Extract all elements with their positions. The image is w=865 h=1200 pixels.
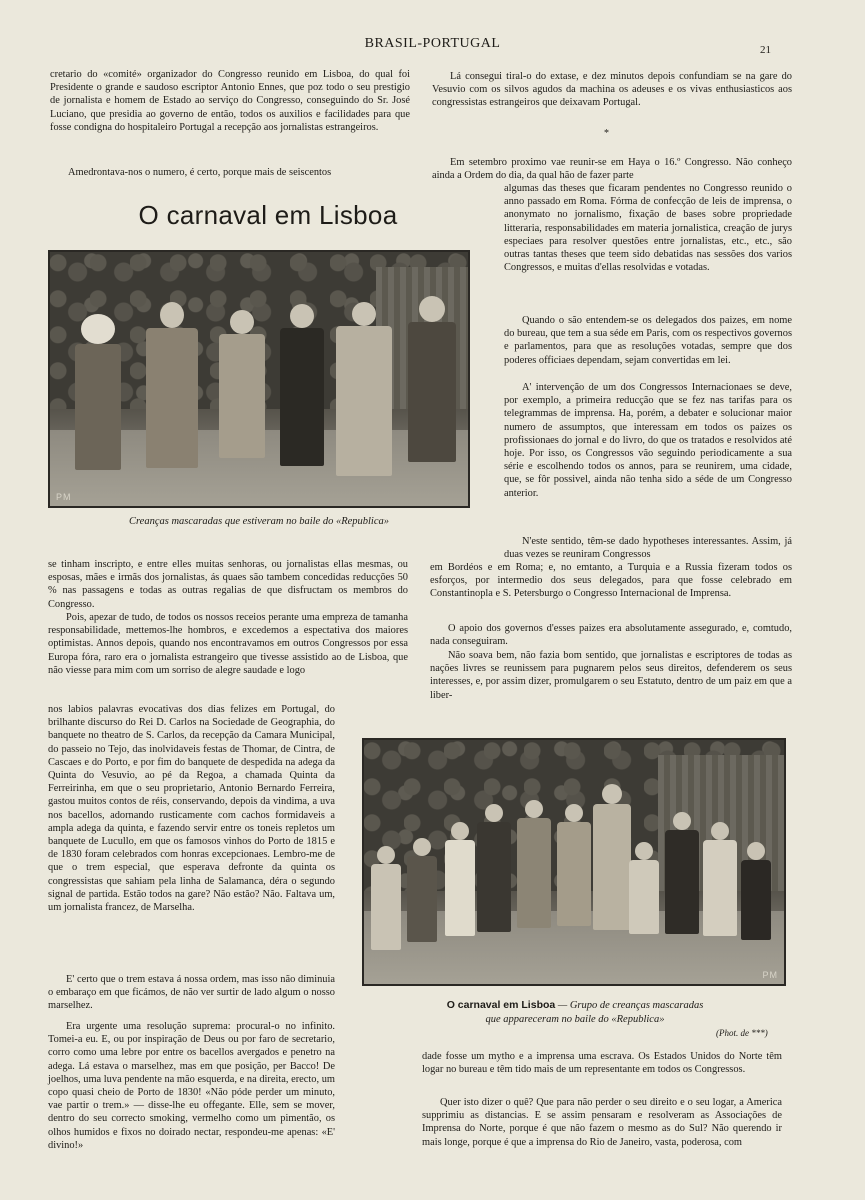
right-paragraph-5a: N'este sentido, têm-se dado hypotheses interessantes. Assim, já duas vezes se reuniram Congressos <box>504 536 792 561</box>
first-photo-caption: Creanças mascaradas que estiveram no baile do «Republica» <box>128 516 390 527</box>
caption-title: O carnaval em Lisboa <box>446 999 556 1011</box>
right-paragraph-9: Quer isto dizer o quê? Que para não perder o seu direito e o seu logar, a America supprimiu as distancias. E se assim pensaram e resolveram as Associações de Imprensa do Norte, porque é que não fazem o mesmo as do Sul? Não querendo ir mais longe, porque é que a imprensa do Rio de Janeiro, vasta, poderosa, com <box>422 1097 782 1148</box>
left-paragraph-6: Era urgente uma resolução suprema: procural-o no infinito. Tomei-a eu. E, ou por inspiração de Deus ou por faro de secretario, corro como uma lebre por entre os bacellos avergados e penetro na adega. Lá estava o marselhez, mas em que posição, per Bacco! De joelhos, uma luva pendente na mão esquerda, e na direita, erecto, um copo quasi cheio de Porto de 1830! «Não póde perder um minuto, vae partir o trem.» — disse-lhe eu offegante. Elle, sem se mover, dentro do seu correcto smoking, vermelho como um pimentão, os olhos humidos e fixos no doirado nectar, respondeu-me apenas: «E' divino!» <box>48 1021 335 1151</box>
child-figure <box>442 820 478 950</box>
photo-credit: (Phot. de ***) <box>716 1028 768 1038</box>
child-figure <box>368 844 404 966</box>
photo-monogram: PM <box>762 970 778 980</box>
child-figure <box>626 840 662 944</box>
caption-text-line2: que appareceram no baile do «Republica» <box>485 1014 665 1025</box>
child-figure <box>70 310 126 490</box>
child-figure <box>216 304 268 480</box>
photo-masked-children <box>48 250 470 508</box>
child-figure <box>404 836 440 956</box>
photo-monogram: PM <box>56 492 72 502</box>
right-paragraph-4: A' intervenção de um dos Congressos Internacionaes se deve, por exemplo, a primeira reducção que se fez nas tarifas para os telegrammas de imprensa. Ha, porém, a debater e solucionar maior numero de assumptos, que interessam em todos os paizes os profissionaes do jornal e do livro, do que os tratados e resolvidos até hoje. Por isso, os Congressos vão seguindo periodicamente a sua série e escolhendo todos os annos, para se reunirem, uma cidade, que, se fôr possivel, ainda não tenha sido a séde de um Congresso anterior. <box>504 382 792 499</box>
right-paragraph-8: dade fosse um mytho e a imprensa uma escrava. Os Estados Unidos do Norte têm logar no bureau e têm tido mais de um representante em todos os Congressos. <box>422 1051 782 1076</box>
left-paragraph-2: Amedrontava-nos o numero, é certo, porque mais de seiscentos <box>68 167 332 178</box>
child-figure <box>404 288 460 478</box>
right-paragraph-3: Quando o são entendem-se os delegados dos paizes, em nome do bureau, que tem a sua séde em Paris, com os respectivos governos e parlamentos, para que as resoluções votadas, sempre que dos poderes officiaes dependam, sejam convertidas em lei. <box>504 315 792 366</box>
left-paragraph-5: E' certo que o trem estava á nossa ordem, mas isso não diminuia o embaraço em que ficámos, de não ver surtir de lado algum o nosso marselhez. <box>48 974 335 1012</box>
child-figure <box>474 802 514 952</box>
caption-text: — Grupo de creanças mascaradas <box>555 1000 704 1011</box>
second-photo-caption <box>370 998 780 1027</box>
magazine-title: BRASIL-PORTUGAL <box>364 36 501 51</box>
child-figure <box>662 810 702 950</box>
child-figure <box>554 802 594 942</box>
child-figure <box>142 298 202 488</box>
page-number: 21 <box>760 44 771 56</box>
section-separator: * <box>604 128 609 139</box>
left-paragraph-4b: nos labios palavras evocativas dos dias felizes em Portugal, do brilhante discurso do Rei D. Carlos na Sociedade de Geographia, do banquete no theatro de S. Carlos, da recepção da Camara Municipal, do passeio no Tejo, das inolvidaveis festas de Thomar, de Cintra, de Cascaes e do Porto, e por fim do banquete de despedida na adega da Quinta do Vesuvio, ao pé da Regoa, a chamada Quinta da Ferreirinha, em que o seu proprietario, Antonio Bernardo Ferreira, gastou muitos contos de réis, conservando, depois da vindima, a uva nos bacellos, adornando rusticamente com cachos formidaveis a ampla adega da quinta, e fazendo servir entre os toneis repletos um banquete de Lucullo, em que os famosos vinhos do Porto de 1815 e de 1830 foram celebrados com honras excepcionaes. Lembro-me de que o trem especial, que esperava defronte da quinta os congressistas que sahiam pela linha de Salamanca, déra o segundo signal de partida. Estão todos na gare? Não estão? Não. Faltava um, um jornalista francez, de Marselha. <box>48 704 335 914</box>
child-figure <box>334 292 394 488</box>
article-title: O carnaval em Lisboa <box>138 200 398 230</box>
left-paragraph-4a: Pois, apezar de tudo, de todos os nossos receios perante uma empreza de tamanha responsabilidade, mettemos-lhe hombros, e excedemos a espectativa dos maiores optimistas. Annos depois, quando nos encontravamos em outros Congressos por essa Europa fóra, raro era o jornalista estrangeiro que tivesse assistido ao de Lisboa, que não viesse para mim com um sorriso de alegre saudade e logo <box>48 612 408 676</box>
photo-group-children <box>362 738 786 986</box>
right-paragraph-2b: algumas das theses que ficaram pendentes no Congresso reunido o anno passado em Roma. Fórma de confecção de leis de imprensa, o anonymato no jornalismo, fixação de bases sobre propriedade litteraria, responsabilidades em materia jornalistica, creação de jurys especiaes para resolver questões entre jornalistas, etc., etc., são outras tantas theses que teem sido debatidas nas sessões dos varios Congressos, e muitas d'ellas resolvidas e votadas. <box>504 183 792 274</box>
left-paragraph-1: cretario do «comité» organizador do Congresso reunido em Lisboa, do qual foi Presidente o grande e saudoso escriptor Antonio Ennes, que poz todo o seu prestigio de jornalista e homem de Estado ao serviço do Congresso, conseguindo do Sr. José Luciano, que presidia ao governo de então, todos os auxilios e facilidades para que fosse condigna do hospitaleiro Portugal a recepção aos jornalistas estrangeiros. <box>50 69 410 133</box>
child-figure <box>514 798 554 948</box>
left-paragraph-3: se tinham inscripto, e entre elles muitas senhoras, ou jornalistas ellas mesmas, ou esposas, mães e irmãs dos jornalistas, ás quaes são tambem concedidas reducções 50 % nas passagens e todas as outras regalias de que disfructam os membros do Congresso. <box>48 559 408 610</box>
child-figure <box>276 300 328 484</box>
right-paragraph-5b: em Bordéos e em Roma; e, no emtanto, a Turquia e a Russia fizeram todos os esforços, por intermedio dos seus delegados, para que fosse celebrado em Constantinopla e S. Petersburgo o Congresso Internacional de Imprensa. <box>430 562 792 600</box>
right-paragraph-2a: Em setembro proximo vae reunir-se em Haya o 16.º Congresso. Não conheço ainda a Ordem do dia, da qual hão de fazer parte <box>432 157 792 182</box>
child-figure <box>700 820 740 950</box>
right-paragraph-7: Não soava bem, não fazia bom sentido, que jornalistas e escriptores de todas as nações livres se reunissem para pugnarem pelos seus direitos, defenderem os seus interesses, e, por assim dizer, promulgarem o seu Estatuto, dentro de um paiz em que a liber- <box>430 650 792 701</box>
right-paragraph-6: O apoio dos governos d'esses paizes era absolutamente assegurado, e, comtudo, nada conseguiram. <box>430 623 792 648</box>
child-figure <box>738 840 774 952</box>
right-paragraph-1: Lá consegui tiral-o do extase, e dez minutos depois confundiam se na gare do Vesuvio com os silvos agudos da machina os adeuses e os vivas enthusiasticos aos congressistas estrangeiros que deixavam Portugal. <box>432 71 792 109</box>
